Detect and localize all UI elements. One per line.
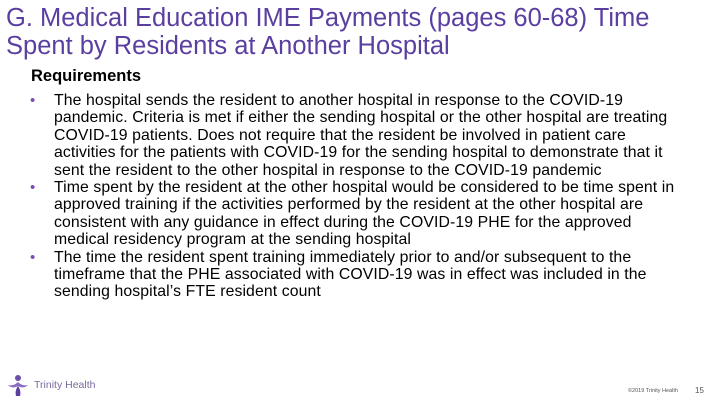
copyright-text: ©2019 Trinity Health	[628, 388, 678, 394]
slide-title: G. Medical Education IME Payments (pages 60-68) Time Spent by Residents at Another Hospital	[6, 4, 650, 60]
bullet-marker: •	[30, 248, 36, 266]
logo-text: Trinity Health	[34, 379, 96, 391]
bullet-text: Time spent by the resident at the other hospital would be considered to be time spent in approved training if the activities performed by the resident at the other hospital are consistent with any guidance in effect during the COVID-19 PHE for the approved medical residency program at the sending hospital	[54, 179, 675, 249]
bullet-marker: •	[30, 92, 36, 109]
bullet-list	[30, 92, 690, 301]
page-number: 15	[695, 386, 704, 395]
bullet-item	[30, 249, 690, 301]
bullet-text: The time the resident spent training immediately prior to and/or subsequent to the timeframe that the PHE associated with COVID-19 was in effect was included in the sending hospital’s FTE resident count	[54, 248, 647, 301]
trinity-health-logo-icon	[6, 373, 30, 397]
bullet-item	[30, 179, 690, 249]
bullet-item	[30, 92, 690, 179]
section-heading: Requirements	[31, 67, 142, 85]
footer-logo	[6, 372, 95, 398]
bullet-marker: •	[30, 179, 36, 197]
bullet-text: The hospital sends the resident to another hospital in response to the COVID-19 pandemic. Criteria is met if either the sending hospital or the other hospital are treating COVID-19 patients. Does not require that the resident be involved in patient care activities for the patients with COVID-19 for the sending hospital to demonstrate that it sent the resident to the other hospital in response to the COVID-19 pandemic	[54, 92, 668, 179]
